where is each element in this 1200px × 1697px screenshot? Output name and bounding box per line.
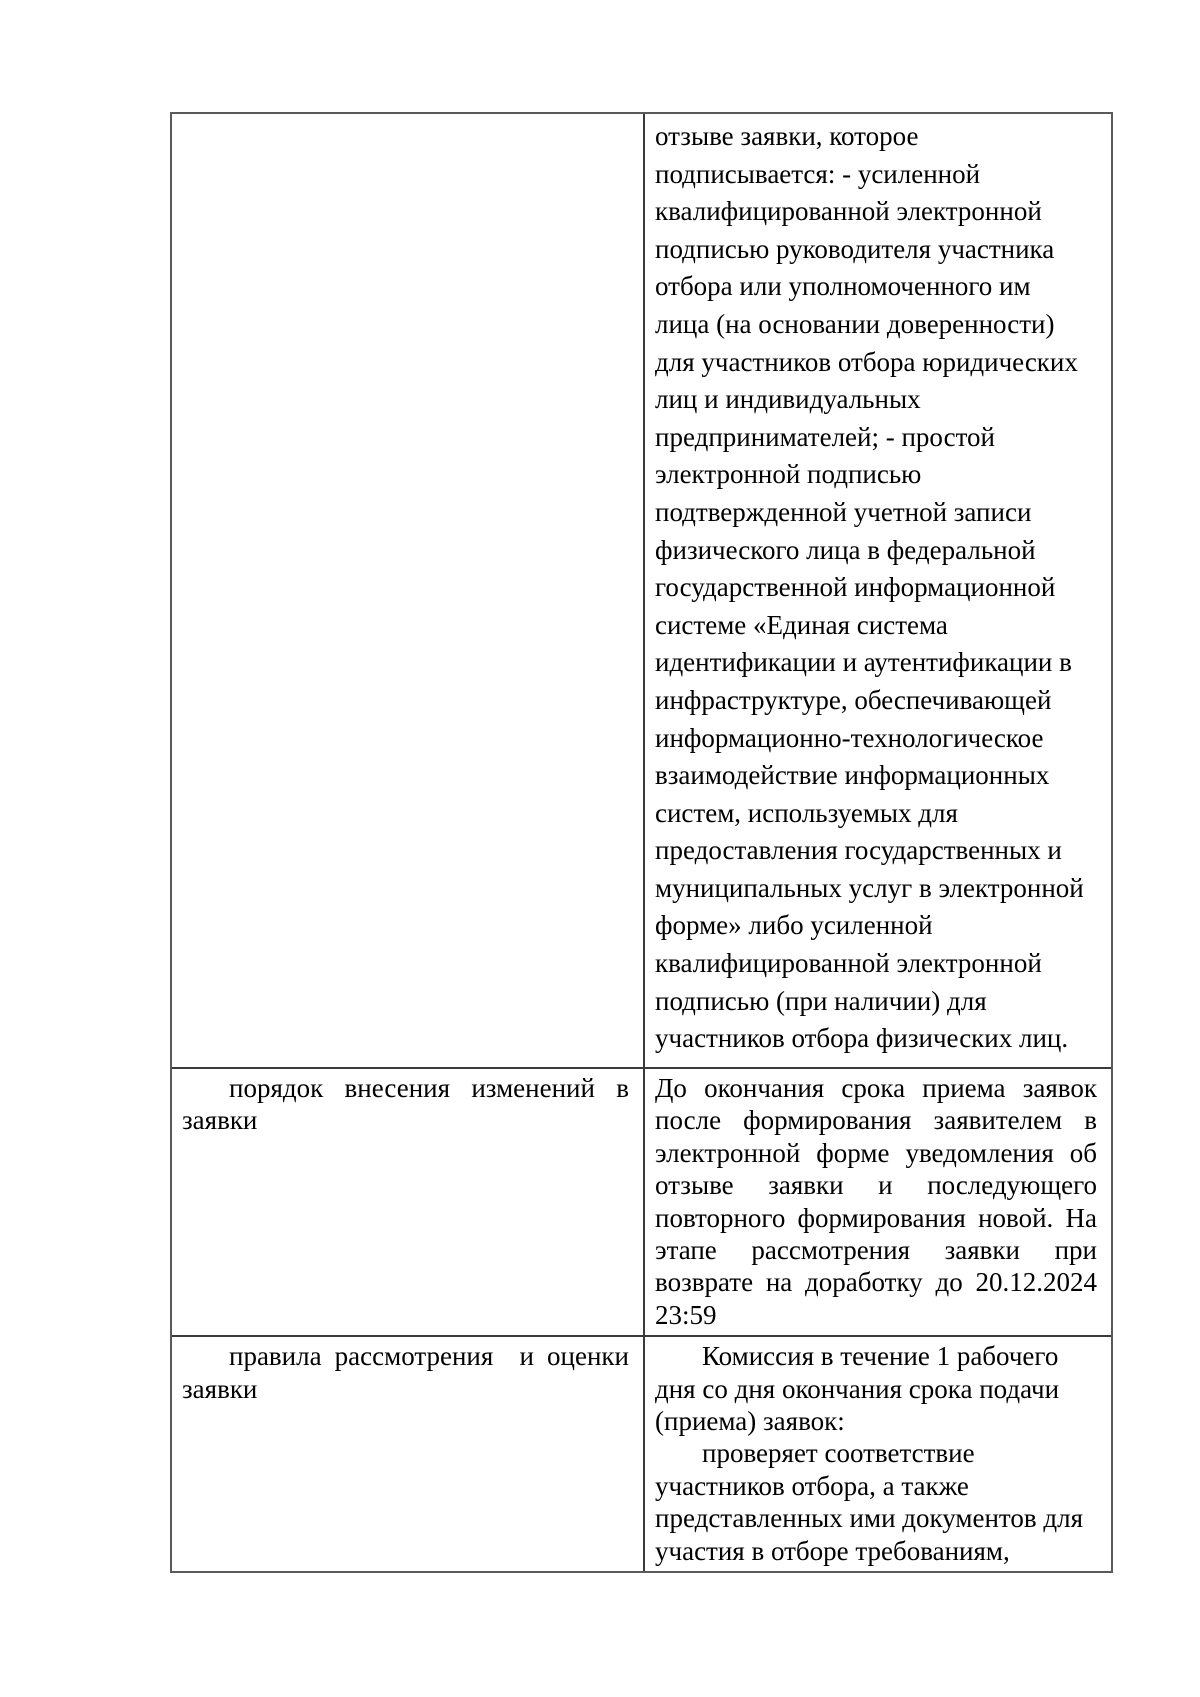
text-line: предпринимателей; - простой (655, 421, 995, 452)
text-line: муниципальных услуг в электронной (655, 872, 1084, 903)
text-line: правила рассмотрения и оценки (229, 1341, 629, 1372)
text-line: подписью руководителя участника (655, 233, 1055, 264)
label-cell-amendment-procedure (172, 1069, 645, 1335)
table-row-signature-info (172, 114, 1111, 1067)
text-line: отбора или уполномоченного им (655, 271, 1031, 302)
content-cell-signature-text (645, 114, 1111, 1067)
text-line: предоставления государственных и (655, 835, 1062, 866)
label-cell-review-rules (172, 1337, 645, 1571)
text-line: подписывается: - усиленной (655, 158, 981, 189)
content-cell-amendment-procedure (645, 1069, 1111, 1335)
text-line: повторного формирования новой. На (655, 1202, 1097, 1233)
text-line: Комиссия в течение 1 рабочего (702, 1341, 1059, 1372)
label-cell-empty (172, 114, 645, 1067)
text-line: заявки (182, 1373, 258, 1404)
text-line: отзыве заявки, которое (655, 121, 919, 151)
content-cell-review-rules (645, 1337, 1111, 1571)
text-line: для участников отбора юридических (655, 346, 1078, 377)
text-line: этапе рассмотрения заявки при (655, 1235, 1097, 1266)
text-line: инфраструктуре, обеспечивающей (655, 684, 1052, 715)
text-line: представленных ими документов для (655, 1503, 1083, 1534)
text-line: проверяет соответствие (702, 1438, 975, 1469)
text-line: государственной информационной (655, 572, 1056, 603)
text-line: взаимодействие информационных (655, 760, 1050, 791)
text-line: заявки (182, 1105, 258, 1136)
text-line: форме» либо усиленной (655, 910, 933, 941)
table-row-amendment-procedure (172, 1067, 1111, 1335)
text-line: электронной форме уведомления об (655, 1137, 1097, 1168)
text-line: лиц и индивидуальных (655, 384, 921, 415)
text-line: после формирования заявителем в (655, 1105, 1097, 1136)
text-line: квалифицированной электронной (655, 196, 1042, 227)
text-line: дня со дня окончания срока подачи (655, 1373, 1060, 1404)
text-line: участия в отборе требованиям, (655, 1535, 1010, 1566)
text-line: систем, используемых для (655, 797, 958, 828)
application-procedure-table (170, 112, 1113, 1573)
text-line: системе «Единая система (655, 609, 948, 640)
text-line: До окончания срока приема заявок (655, 1073, 1097, 1103)
text-line: информационно-технологическое (655, 722, 1044, 753)
text-line: лица (на основании доверенности) (655, 308, 1055, 339)
text-line: квалифицированной электронной (655, 948, 1042, 979)
table-row-review-rules (172, 1335, 1111, 1571)
text-line: отзыве заявки и последующего (655, 1170, 1097, 1201)
text-line: подписью (при наличии) для (655, 985, 987, 1016)
text-line: участников отбора, а также (655, 1470, 969, 1501)
text-line: 23:59 (655, 1299, 717, 1330)
text-line: идентификации и аутентификации в (655, 647, 1072, 678)
text-line: порядок внесения изменений в (229, 1073, 629, 1103)
text-line: возврате на доработку до 20.12.2024 (655, 1267, 1097, 1298)
text-line: участников отбора физических лиц. (655, 1023, 1069, 1054)
text-line: физического лица в федеральной (655, 534, 1036, 565)
text-line: подтвержденной учетной записи (655, 496, 1032, 527)
text-line: (приема) заявок: (655, 1406, 845, 1437)
text-line: электронной подписью (655, 459, 922, 490)
